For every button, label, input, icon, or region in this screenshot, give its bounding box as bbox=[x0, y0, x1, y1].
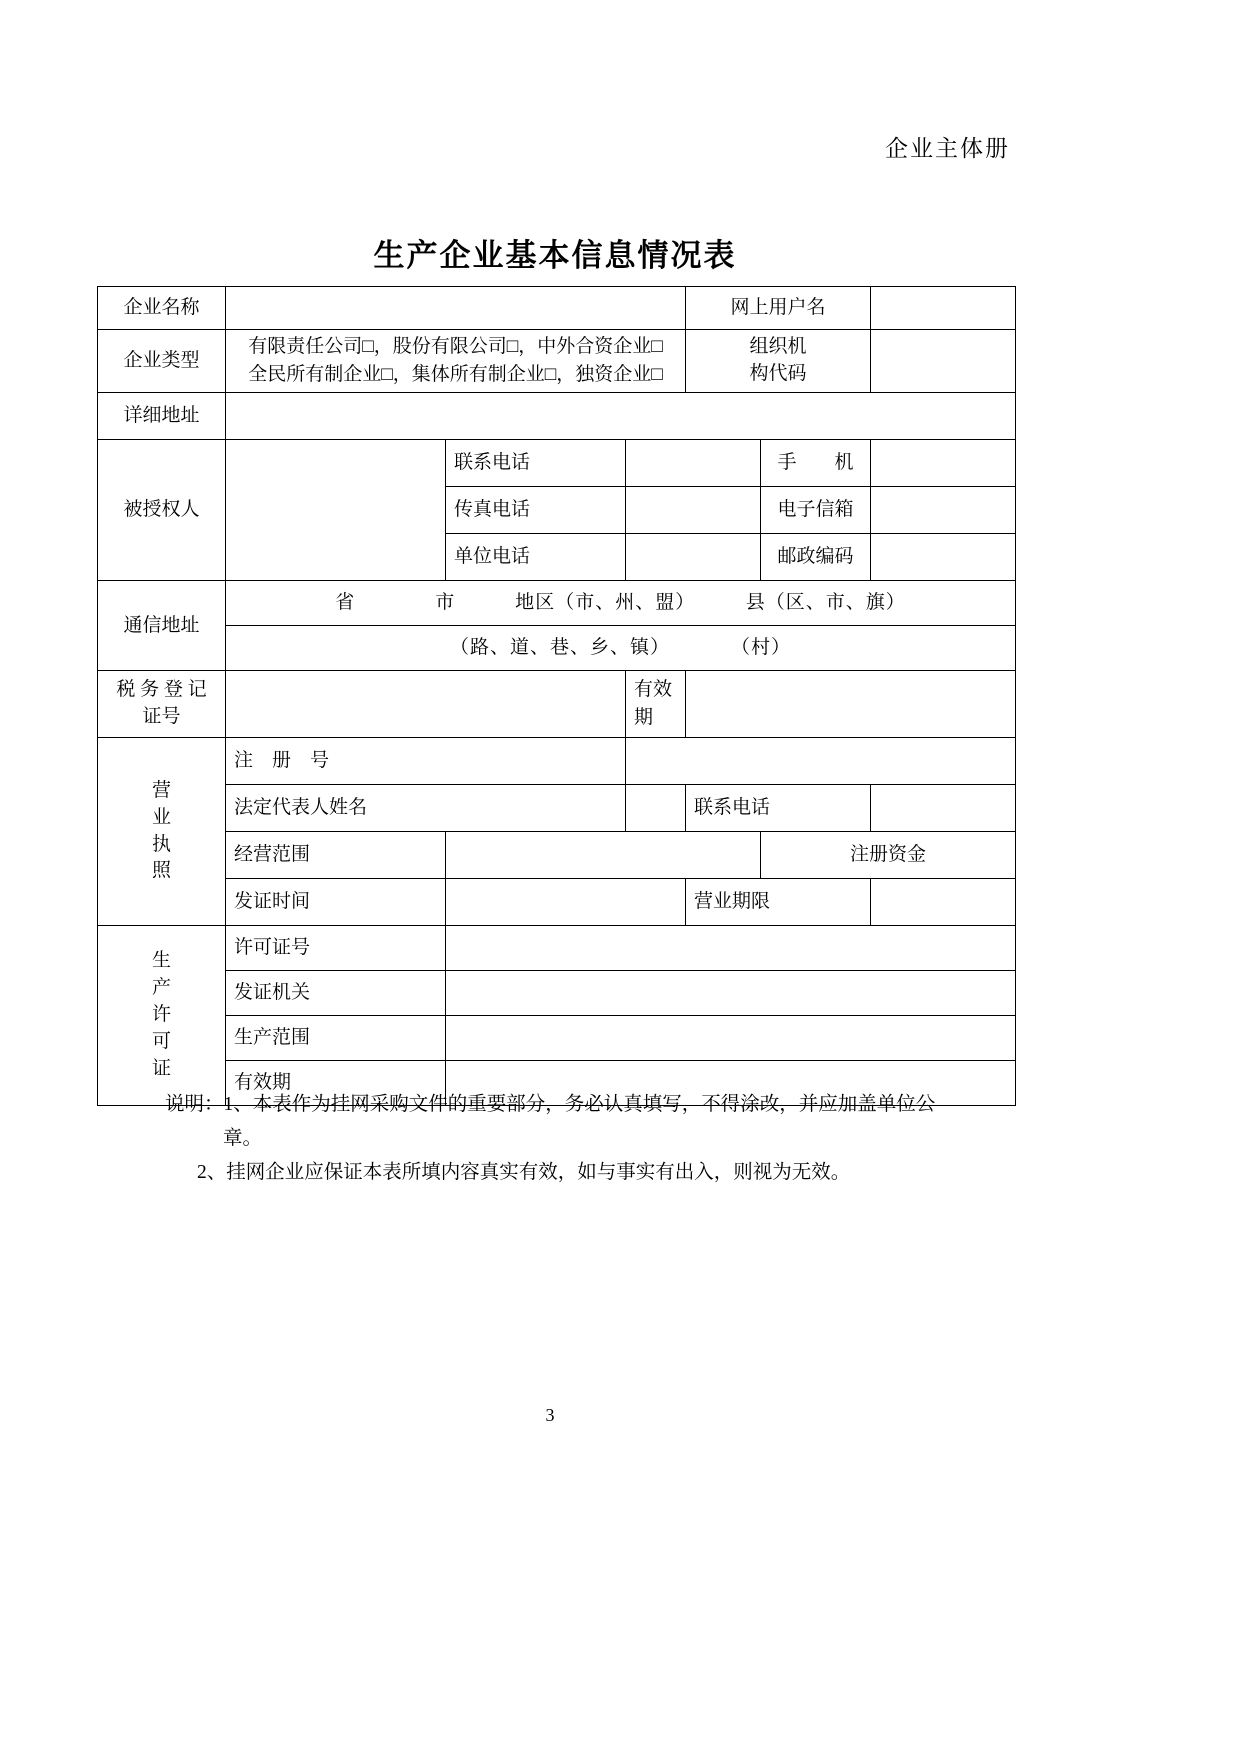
table-row-legal-representative bbox=[98, 785, 1016, 832]
field-authorized-person-name[interactable] bbox=[226, 440, 446, 581]
field-company-name[interactable] bbox=[226, 287, 686, 330]
label-license-no: 许可证号 bbox=[226, 926, 446, 971]
note-line-3: 2、挂网企业应保证本表所填内容真实有效，如与事实有出入，则视为无效。 bbox=[197, 1162, 851, 1184]
table-row-issue-date bbox=[98, 879, 1016, 926]
field-production-scope[interactable] bbox=[446, 1016, 1016, 1061]
label-register-no: 注 册 号 bbox=[226, 738, 626, 785]
label-production-license-char-0: 生 bbox=[151, 950, 171, 972]
label-mobile: 手 机 bbox=[761, 440, 871, 487]
field-legal-contact-phone[interactable] bbox=[871, 785, 1016, 832]
field-fax[interactable] bbox=[626, 487, 761, 534]
field-mailing-address-line2[interactable]: （路、道、巷、乡、镇） （村） bbox=[226, 626, 1016, 671]
label-issuing-authority: 发证机关 bbox=[226, 971, 446, 1016]
label-tax-registration-no bbox=[98, 671, 226, 738]
label-company-name: 企业名称 bbox=[98, 287, 226, 330]
field-contact-phone[interactable] bbox=[626, 440, 761, 487]
field-org-code[interactable] bbox=[871, 330, 1016, 393]
note-line-1: 说明：1、本表作为挂网采购文件的重要部分，务必认真填写，不得涂改，并应加盖单位公 bbox=[165, 1094, 936, 1115]
table-row-business-scope bbox=[98, 832, 1016, 879]
field-unit-phone[interactable] bbox=[626, 534, 761, 581]
field-legal-representative[interactable] bbox=[626, 785, 686, 832]
label-org-code-line2: 构代码 bbox=[749, 363, 807, 384]
field-mobile[interactable] bbox=[871, 440, 1016, 487]
label-contact-phone: 联系电话 bbox=[446, 440, 626, 487]
label-fax: 传真电话 bbox=[446, 487, 626, 534]
label-license-validity: 有效期 bbox=[226, 1061, 446, 1106]
field-email[interactable] bbox=[871, 487, 1016, 534]
field-postcode[interactable] bbox=[871, 534, 1016, 581]
field-tax-validity[interactable] bbox=[686, 671, 1016, 738]
label-email: 电子信箱 bbox=[761, 487, 871, 534]
table-row-authorized-contact-phone bbox=[98, 440, 1016, 487]
field-register-no[interactable] bbox=[626, 738, 1016, 785]
field-tax-registration-no[interactable] bbox=[226, 671, 626, 738]
form-notes bbox=[165, 1088, 995, 1190]
company-type-options-line2: 全民所有制企业□，集体所有制企业□，独资企业□ bbox=[248, 364, 663, 385]
table-row-detail-address bbox=[98, 393, 1016, 440]
table-row-company-name bbox=[98, 287, 1016, 330]
label-tax-registration-line1: 税 务 登 记 bbox=[116, 679, 207, 701]
label-production-license bbox=[98, 926, 226, 1106]
label-production-license-char-3: 可 bbox=[151, 1030, 171, 1052]
table-row-register-no bbox=[98, 738, 1016, 785]
label-legal-representative: 法定代表人姓名 bbox=[226, 785, 626, 832]
field-license-no[interactable] bbox=[446, 926, 1016, 971]
company-type-options-line1: 有限责任公司□，股份有限公司□，中外合资企业□ bbox=[248, 336, 663, 358]
table-row-issuing-authority bbox=[98, 971, 1016, 1016]
table-row-mailing-address-line2 bbox=[98, 626, 1016, 671]
label-production-license-char-2: 许 bbox=[151, 1004, 171, 1026]
label-tax-validity: 有效期 bbox=[626, 671, 686, 738]
label-registered-capital: 注册资金 bbox=[761, 832, 1016, 879]
label-business-license bbox=[98, 738, 226, 926]
label-business-license-char-1: 业 bbox=[151, 806, 171, 828]
note-line-2: 章。 bbox=[223, 1128, 263, 1150]
table-row-license-no bbox=[98, 926, 1016, 971]
label-tax-registration-line2: 证号 bbox=[142, 706, 181, 727]
label-online-username: 网上用户名 bbox=[686, 287, 871, 330]
table-row-mailing-address-line1 bbox=[98, 581, 1016, 626]
field-mailing-address-line1[interactable]: 省 市 地区（市、州、盟） 县（区、市、旗） bbox=[226, 581, 1016, 626]
label-production-license-char-4: 证 bbox=[151, 1057, 171, 1079]
label-business-license-char-3: 照 bbox=[151, 860, 171, 882]
field-issue-date[interactable] bbox=[446, 879, 686, 926]
label-authorized-person: 被授权人 bbox=[98, 440, 226, 581]
label-org-code bbox=[686, 330, 871, 393]
label-business-term: 营业期限 bbox=[686, 879, 871, 926]
field-issuing-authority[interactable] bbox=[446, 971, 1016, 1016]
document-header-label: 企业主体册 bbox=[885, 136, 1010, 161]
table-row-tax-registration bbox=[98, 671, 1016, 738]
page-number: 3 bbox=[545, 1405, 555, 1425]
label-business-scope: 经营范围 bbox=[226, 832, 446, 879]
label-production-scope: 生产范围 bbox=[226, 1016, 446, 1061]
label-detail-address: 详细地址 bbox=[98, 393, 226, 440]
label-postcode: 邮政编码 bbox=[761, 534, 871, 581]
label-production-license-char-1: 产 bbox=[151, 977, 171, 999]
label-business-license-char-0: 营 bbox=[151, 779, 171, 801]
label-business-license-char-2: 执 bbox=[151, 833, 171, 855]
label-unit-phone: 单位电话 bbox=[446, 534, 626, 581]
field-business-scope[interactable] bbox=[446, 832, 761, 879]
label-mailing-address: 通信地址 bbox=[98, 581, 226, 671]
label-org-code-line1: 组织机 bbox=[749, 336, 807, 358]
table-row-production-scope bbox=[98, 1016, 1016, 1061]
label-legal-contact-phone: 联系电话 bbox=[686, 785, 871, 832]
label-company-type: 企业类型 bbox=[98, 330, 226, 393]
field-online-username[interactable] bbox=[871, 287, 1016, 330]
field-company-type-options[interactable] bbox=[226, 330, 686, 393]
table-row-company-type bbox=[98, 330, 1016, 393]
page-title: 生产企业基本信息情况表 bbox=[373, 238, 737, 273]
company-info-form-table bbox=[97, 286, 1016, 1106]
field-detail-address[interactable] bbox=[226, 393, 1016, 440]
label-issue-date: 发证时间 bbox=[226, 879, 446, 926]
field-business-term[interactable] bbox=[871, 879, 1016, 926]
